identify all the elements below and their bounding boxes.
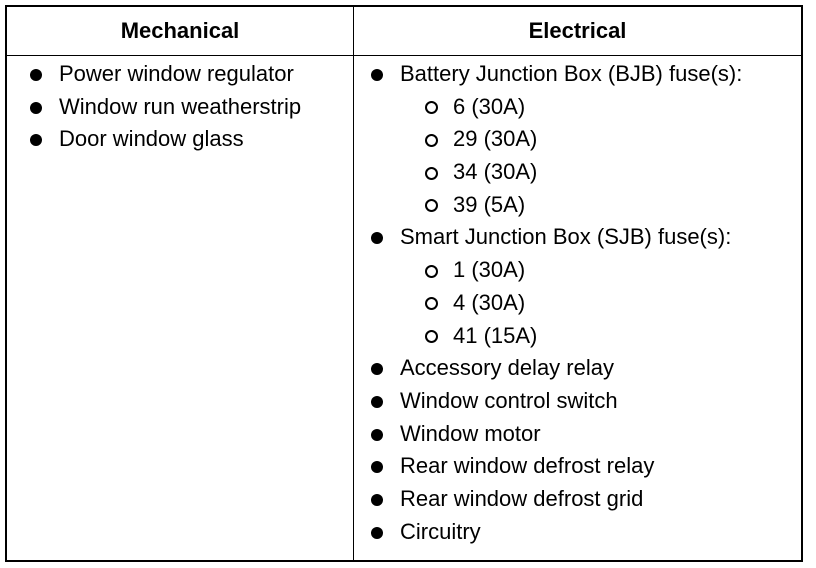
fuse-label: 39 (5A) xyxy=(453,191,526,217)
electrical-item xyxy=(365,352,742,385)
electrical-item-label: Smart Junction Box (SJB) fuse(s): xyxy=(400,224,732,250)
electrical-item-label: Window control switch xyxy=(400,387,618,413)
electrical-item-label: Rear window defrost grid xyxy=(400,485,644,511)
fuse-subitem xyxy=(365,287,742,320)
fuse-label: 34 (30A) xyxy=(453,159,538,185)
hollow-bullet-icon xyxy=(425,330,438,343)
mechanical-item xyxy=(24,91,301,124)
fuse-label: 1 (30A) xyxy=(453,257,526,283)
mechanical-item-label: Door window glass xyxy=(59,126,244,152)
electrical-item xyxy=(365,385,742,418)
fuse-subitem xyxy=(365,91,742,124)
mechanical-item xyxy=(24,58,301,91)
fuse-subitem xyxy=(365,320,742,353)
bullet-icon xyxy=(371,69,383,81)
hollow-bullet-icon xyxy=(425,101,438,114)
electrical-item xyxy=(365,58,742,91)
fuse-subitem xyxy=(365,123,742,156)
bullet-icon xyxy=(371,232,383,244)
bullet-icon xyxy=(371,494,383,506)
column-divider xyxy=(353,7,354,560)
electrical-item xyxy=(365,516,742,549)
hollow-bullet-icon xyxy=(425,199,438,212)
mechanical-item-label: Window run weatherstrip xyxy=(59,93,302,119)
bullet-icon xyxy=(371,363,383,375)
electrical-item-label: Accessory delay relay xyxy=(400,355,614,381)
mechanical-item xyxy=(24,123,301,156)
electrical-item-label: Window motor xyxy=(400,420,541,446)
bullet-icon xyxy=(371,527,383,539)
bullet-icon xyxy=(371,461,383,473)
electrical-item xyxy=(365,418,742,451)
hollow-bullet-icon xyxy=(425,167,438,180)
hollow-bullet-icon xyxy=(425,134,438,147)
bullet-icon xyxy=(371,429,383,441)
fuse-subitem xyxy=(365,254,742,287)
header-divider xyxy=(7,55,801,56)
mechanical-header: Mechanical xyxy=(120,18,240,43)
electrical-list xyxy=(365,58,742,548)
fuse-label: 29 (30A) xyxy=(453,126,538,152)
electrical-item-label: Rear window defrost relay xyxy=(400,453,655,479)
electrical-item-label: Battery Junction Box (BJB) fuse(s): xyxy=(400,61,743,86)
fuse-label: 4 (30A) xyxy=(453,289,526,315)
bullet-icon xyxy=(30,102,42,114)
electrical-item-label: Circuitry xyxy=(400,518,481,544)
hollow-bullet-icon xyxy=(425,265,438,278)
bullet-icon xyxy=(30,134,42,146)
bullet-icon xyxy=(30,69,42,81)
bullet-icon xyxy=(371,396,383,408)
fuse-subitem xyxy=(365,156,742,189)
mechanical-list xyxy=(24,58,301,156)
electrical-item xyxy=(365,483,742,516)
electrical-item xyxy=(365,450,742,483)
electrical-item xyxy=(365,221,742,254)
fuse-subitem xyxy=(365,189,742,222)
fuse-label: 6 (30A) xyxy=(453,93,526,119)
electrical-header: Electrical xyxy=(528,18,627,43)
hollow-bullet-icon xyxy=(425,297,438,310)
fuse-label: 41 (15A) xyxy=(453,322,538,348)
mechanical-item-label: Power window regulator xyxy=(59,61,294,86)
